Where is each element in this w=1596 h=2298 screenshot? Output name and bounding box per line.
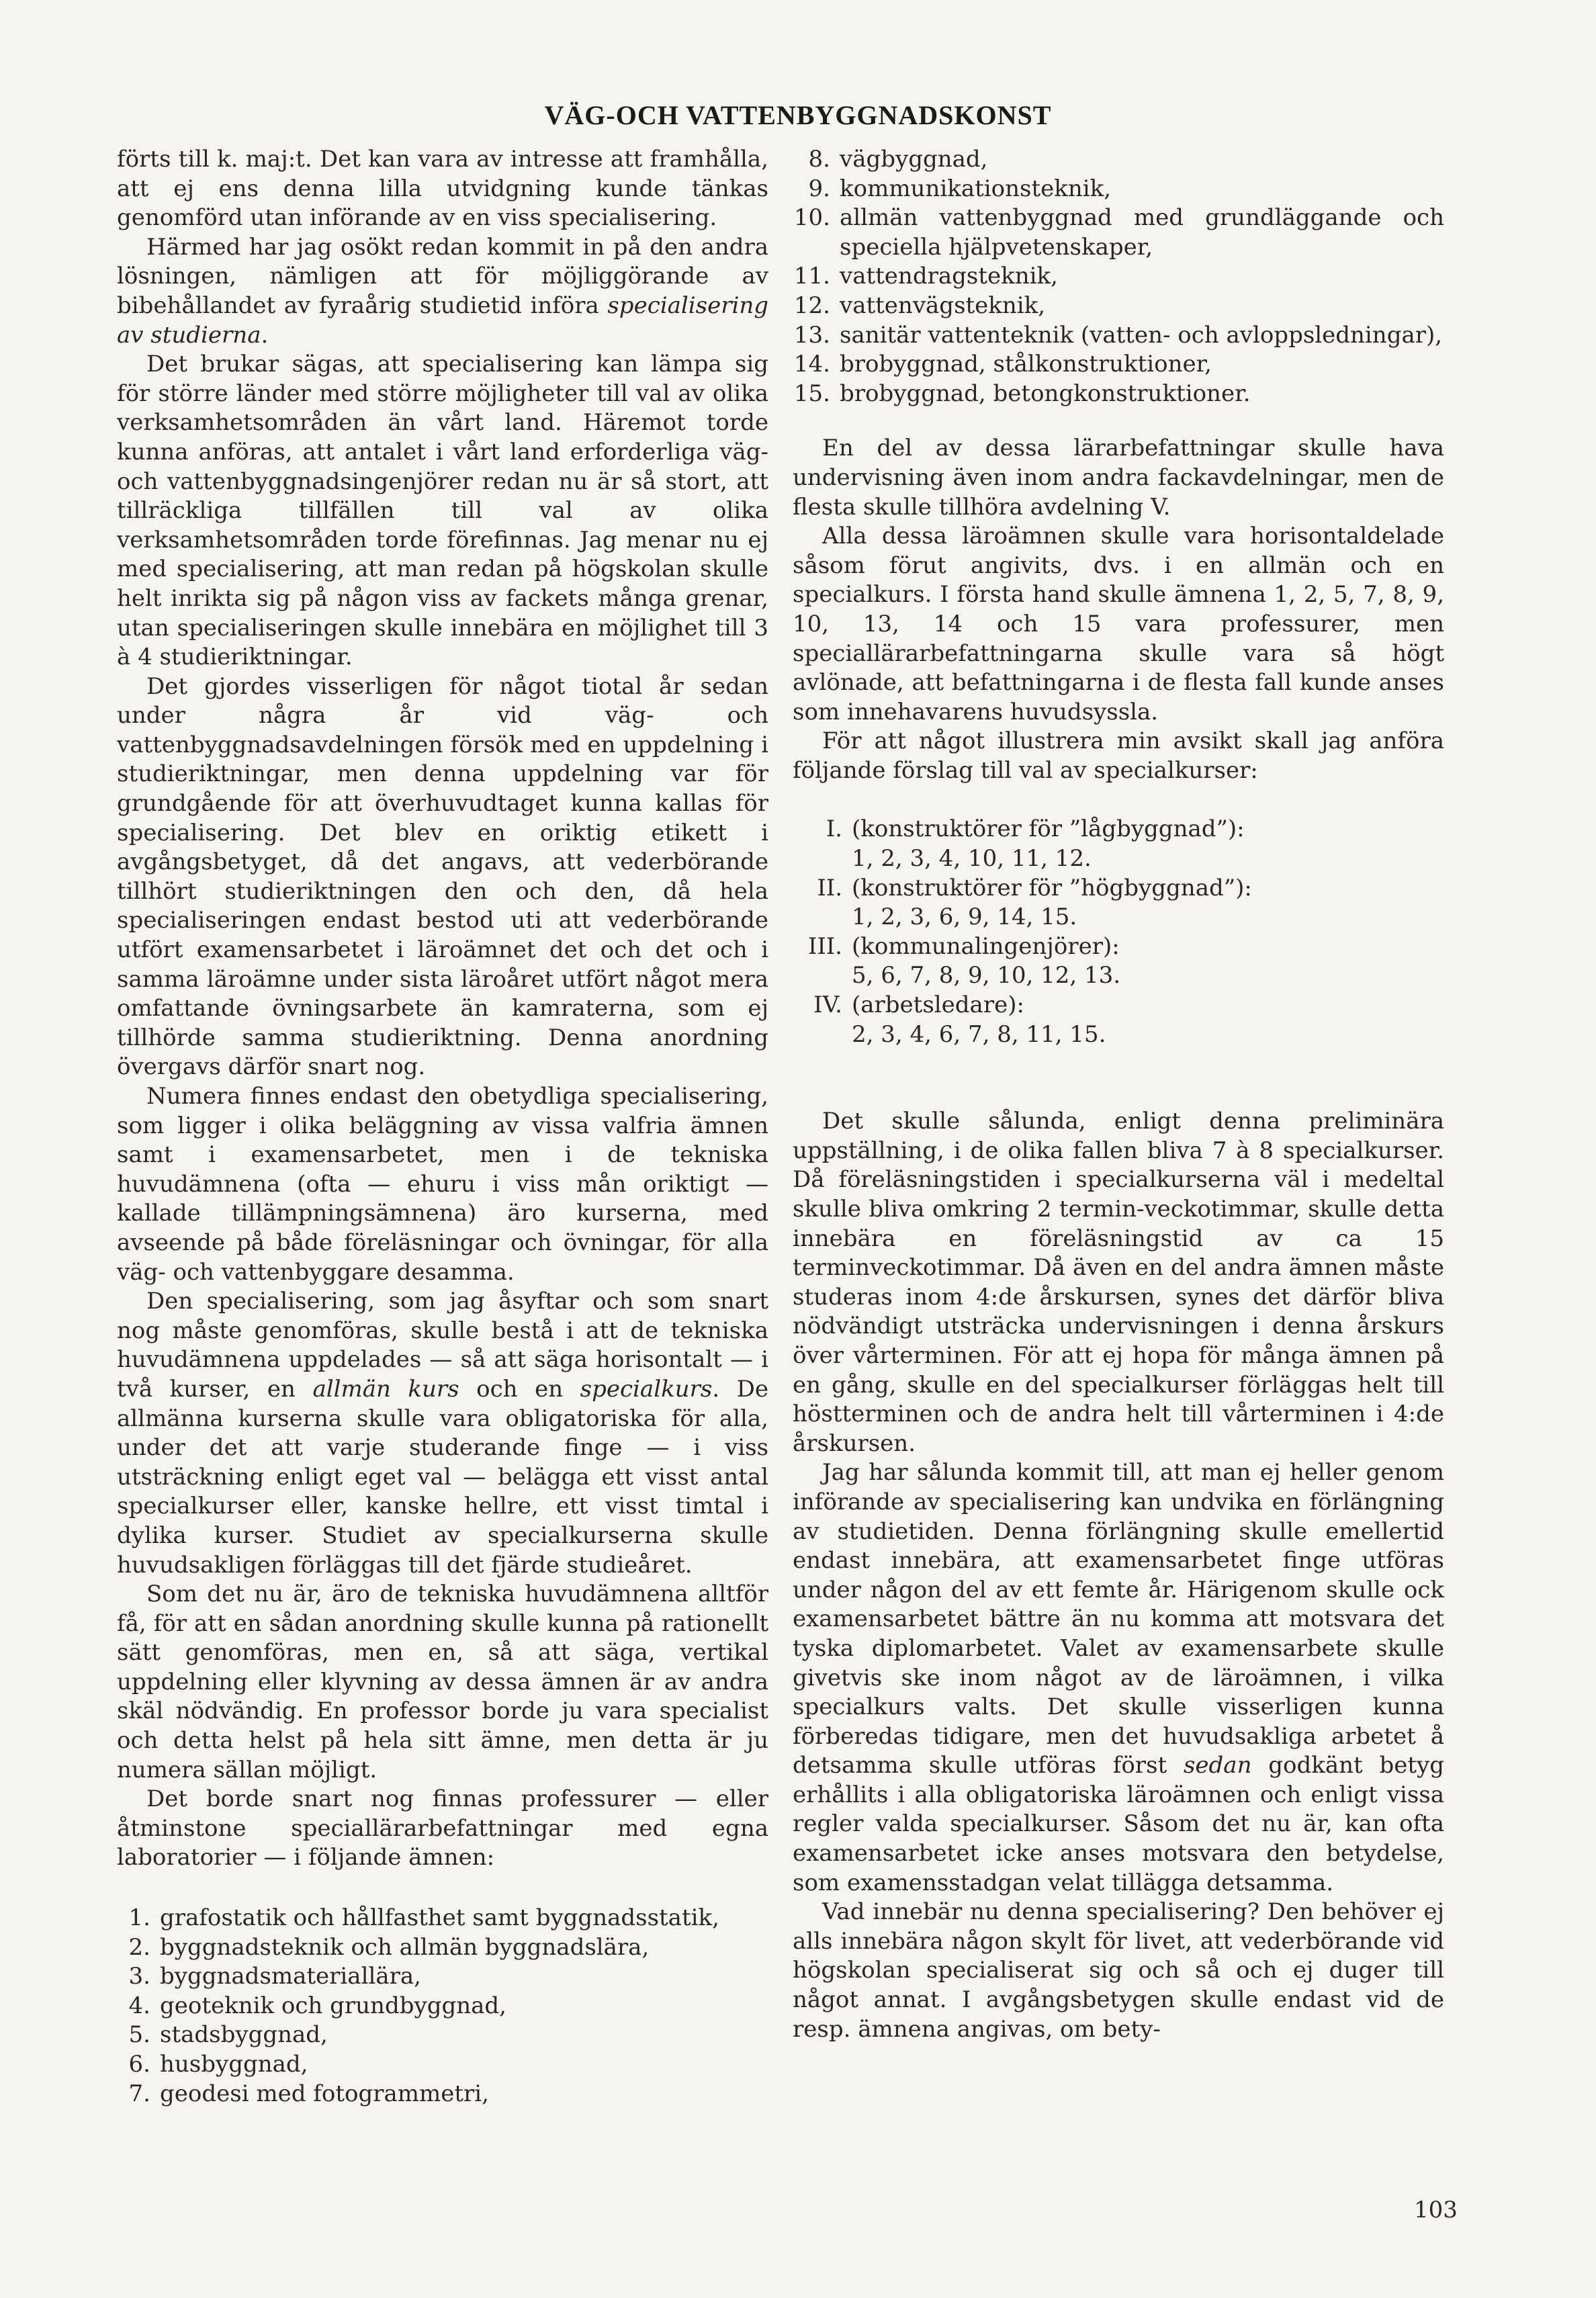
- list-number: 13.: [793, 321, 830, 349]
- list-item: [793, 262, 1444, 292]
- paragraph: Som det nu är, äro de tekniska huvudämnena alltför få, för att en sådan anordning skulle kunna på rationellt sätt genomföras, men en, så att säga, vertikal uppdelning eller klyvning av dessa ämnen är av andra skäl nödvändig. En professor borde ju vara specialist och detta helst på hela sitt ämne, men detta är ju numera sällan möjligt.: [117, 1581, 768, 1783]
- list-text: sanitär vattenteknik (vatten- och avloppsledningar),: [840, 321, 1443, 349]
- list-text: stadsbyggnad,: [160, 2021, 328, 2049]
- list-number: 15.: [793, 380, 830, 407]
- course-subjects: 1, 2, 3, 4, 10, 11, 12.: [852, 845, 1092, 873]
- list-item: [793, 350, 1444, 380]
- list-item: [793, 292, 1444, 321]
- course-item: [793, 932, 1444, 991]
- list-number: 9.: [808, 175, 830, 202]
- page-number: 103: [1414, 2197, 1458, 2223]
- list-item: [117, 1904, 768, 1933]
- list-text: grafostatik och hållfasthet samt byggnadsstatik,: [160, 1904, 719, 1932]
- course-item: [793, 874, 1444, 932]
- course-subjects: 1, 2, 3, 6, 9, 14, 15.: [852, 903, 1077, 931]
- course-number: I.: [826, 815, 842, 843]
- list-number: 10.: [793, 204, 830, 232]
- list-item: [793, 380, 1444, 409]
- list-item: [117, 2080, 768, 2109]
- course-number: III.: [807, 932, 842, 960]
- paragraph: [793, 1458, 1444, 1898]
- left-column: [117, 145, 768, 2109]
- course-item: [793, 991, 1444, 1049]
- list-number: 2.: [128, 1933, 150, 1961]
- paragraph: Numera finnes endast den obetydliga specialisering, som ligger i olika beläggning av vissa valfria ämnen samt i examensarbetet, men i de tekniska huvudämnena (ofta — ehuru i viss mån oriktigt — kallade tillämpningsämnena) äro kurserna, med avseende på både föreläsningar och övningar, för alla väg- och vattenbyggare desamma.: [117, 1083, 768, 1286]
- paragraph: Det gjordes visserligen för något tiotal år sedan under några år vid väg- och vattenbyggnadsavdelningen försök med en uppdelning i studieriktningar, men denna uppdelning var för grundgående för att överhuvudtaget kunna kallas för specialisering. Det blev en oriktig etikett i avgångsbetyget, då det angavs, att vederbörande tillhört studieriktningen den och den, då hela specialiseringen endast bestod uti att vederbörande utfört examensarbetet i läroämnet det och det och i samma läroämne under sista läroåret utfört något mera omfattande övningsarbete än kamraterna, som ej tillhörde samma studieriktning. Denna anordning övergavs därför snart nog.: [117, 672, 768, 1081]
- paragraph-text: . De allmänna kurserna skulle vara obligatoriska för alla, under det att varje studerande finge — i viss utsträckning enligt eget val — belägga ett visst antal specialkurser eller, kanske hellre, ett visst timtal i dylika kurser. Studiet av specialkurserna skulle huvudsakligen förläggas till det fjärde studieåret.: [117, 1375, 769, 1579]
- list-text: vattenvägsteknik,: [840, 292, 1046, 319]
- list-item: [793, 204, 1444, 262]
- list-number: 11.: [793, 263, 830, 290]
- paragraph-text: Jag har sålunda kommit till, att man ej heller genom införande av specialisering kan undvika en förlängning av studietiden. Denna förlängning skulle emellertid endast innebära, att examensarbetet finge utföras under någon del av ett femte år. Härigenom skulle ock examensarbetet bättre än nu komma att motsvara det tyska diplomarbetet. Valet av examensarbete skulle givetvis ske inom något av de läroämnen, i vilka specialkurs valts. Det skulle visserligen kunna förberedas tidigare, men det huvudsakliga arbetet å detsamma skulle utföras först: [793, 1459, 1444, 1779]
- paragraph: Det brukar sägas, att specialisering kan lämpa sig för större länder med större möjligheter till val av olika verksamhetsområden än vårt land. Häremot torde kunna anföras, att antalet i vårt land erforderliga väg- och vattenbyggnadsingenjörer redan nu är så stort, att tillräckliga tillfällen till val av olika verksamhetsområden torde förefinnas. Jag menar nu ej med specialisering, att man redan på högskolan skulle helt inrikta sig på någon viss av fackets många grenar, utan specialiseringen skulle innebära en möjlighet till 3 à 4 studieriktningar.: [117, 351, 768, 671]
- course-label: (arbetsledare):: [852, 991, 1024, 1019]
- list-text: brobyggnad, stålkonstruktioner,: [840, 351, 1212, 378]
- course-label: (konstruktörer för ”lågbyggnad”):: [852, 815, 1245, 843]
- course-number: IV.: [813, 991, 842, 1019]
- list-item: [117, 1933, 768, 1963]
- list-number: 8.: [808, 146, 830, 173]
- running-header: VÄG-OCH VATTENBYGGNADSKONST: [544, 100, 1052, 130]
- paragraph: Det skulle sålunda, enligt denna preliminära uppställning, i de olika fallen bliva 7 à 8 specialkurser. Då föreläsningstiden i specialkurserna väl i medeltal skulle bliva omkring 2 termin-veckotimmar, skulle detta innebära en föreläsningstid av ca 15 terminveckotimmar. Då även en del andra ämnen måste studeras inom 4:de årskursen, synes det därför bliva nödvändigt utsträcka undervisningen i denna årskurs över vårterminen. För att ej hopa för många ämnen på en gång, skulle en del specialkurser förläggas helt till höstterminen och de andra helt till vårterminen i 4:de årskursen.: [793, 1108, 1444, 1457]
- emphasized-text: sedan: [1183, 1752, 1252, 1779]
- list-text: vattendragsteknik,: [840, 263, 1058, 290]
- list-number: 7.: [128, 2080, 150, 2107]
- list-text: geodesi med fotogrammetri,: [160, 2080, 489, 2107]
- list-item: [117, 1962, 768, 1992]
- paragraph-text: .: [261, 321, 269, 349]
- list-item: [793, 321, 1444, 351]
- paragraph: Alla dessa läroämnen skulle vara horisontaldelade såsom förut angivits, dvs. i en allmän och en specialkurs. I första hand skulle ämnena 1, 2, 5, 7, 8, 9, 10, 13, 14 och 15 vara professurer, men speciallärarbefattningarna skulle vara så högt avlönade, att befattningarna i de flesta fall kunde anses som innehavarens huvudsyssla.: [793, 523, 1444, 725]
- list-item: [793, 175, 1444, 204]
- list-item: [117, 1992, 768, 2021]
- right-column: [793, 145, 1444, 2044]
- paragraph: Vad innebär nu denna specialisering? Den behöver ej alls innebära någon skylt för livet, att vederbörande vid högskolan specialiserat sig och så och ej duger till något annat. I avgångsbetygen skulle endast vid de resp. ämnena angivas, om bety-: [793, 1898, 1444, 2043]
- list-number: 4.: [128, 1992, 150, 2019]
- emphasized-text: allmän kurs: [312, 1375, 459, 1403]
- list-item: [117, 2050, 768, 2080]
- paragraph: För att något illustrera min avsikt skall jag anföra följande förslag till val av specialkurser:: [793, 727, 1444, 784]
- list-text: husbyggnad,: [160, 2051, 308, 2078]
- course-item: [793, 815, 1444, 873]
- list-number: 14.: [793, 351, 830, 378]
- list-number: 6.: [128, 2051, 150, 2078]
- course-label: (kommunalingenjörer):: [852, 932, 1120, 960]
- paragraph: förts till k. maj:t. Det kan vara av intresse att framhålla, att ej ens denna lilla utvidgning kunde tänkas genomförd utan införande av en viss specialisering.: [117, 146, 768, 232]
- list-number: 3.: [128, 1963, 150, 1990]
- paragraph-text: godkänt betyg erhållits i alla obligatoriska läroämnen och enligt vissa regler valda specialkurser. Såsom det nu är, kan ofta examensarbetet icke anses motsvara den betydelse, som examensstadgan velat tillägga detsamma.: [793, 1752, 1444, 1896]
- subject-list: [793, 145, 1444, 408]
- paragraph-text: Härmed har jag osökt redan kommit in på den andra lösningen, nämligen att för möjliggörande av bibehållandet av fyraårig studietid införa: [117, 233, 768, 319]
- paragraph: Det borde snart nog finnas professurer — eller åtminstone speciallärarbefattningar med egna laboratorier — i följande ämnen:: [117, 1785, 768, 1871]
- list-text: byggnadsmateriallära,: [160, 1963, 421, 1990]
- paragraph: [117, 233, 768, 350]
- list-text: brobyggnad, betongkonstruktioner.: [840, 380, 1251, 407]
- list-item: [793, 145, 1444, 175]
- paragraph: [117, 1287, 768, 1580]
- course-subjects: 5, 6, 7, 8, 9, 10, 12, 13.: [852, 962, 1121, 989]
- paragraph-text: Den specialisering, som jag åsyftar och som snart nog måste genomföras, skulle bestå i att de tekniska huvudämnena uppdelades — så att säga horisontalt — i två kurser, en: [117, 1288, 768, 1403]
- list-number: 12.: [793, 292, 830, 319]
- course-subjects: 2, 3, 4, 6, 7, 8, 11, 15.: [852, 1020, 1106, 1048]
- course-number: II.: [817, 874, 842, 901]
- list-number: 1.: [128, 1904, 150, 1932]
- list-text: byggnadsteknik och allmän byggnadslära,: [160, 1933, 650, 1961]
- paragraph: En del av dessa lärarbefattningar skulle hava undervisning även inom andra fackavdelningar, men de flesta skulle tillhöra avdelning V.: [793, 435, 1444, 521]
- list-item: [117, 2021, 768, 2050]
- list-text: geoteknik och grundbyggnad,: [160, 1992, 506, 2019]
- emphasized-text: specialisering av studierna: [117, 292, 768, 349]
- course-label: (konstruktörer för ”högbyggnad”):: [852, 874, 1252, 901]
- course-proposal-list: [793, 815, 1444, 1049]
- list-number: 5.: [128, 2021, 150, 2049]
- list-text: vägbyggnad,: [840, 146, 988, 173]
- paragraph-text: och en: [459, 1375, 580, 1403]
- list-text: allmän vattenbyggnad med grundläggande och speciella hjälpvetenskaper,: [840, 204, 1444, 261]
- subject-list: [117, 1904, 768, 2109]
- emphasized-text: specialkurs: [580, 1375, 713, 1403]
- list-text: kommunikationsteknik,: [840, 175, 1112, 202]
